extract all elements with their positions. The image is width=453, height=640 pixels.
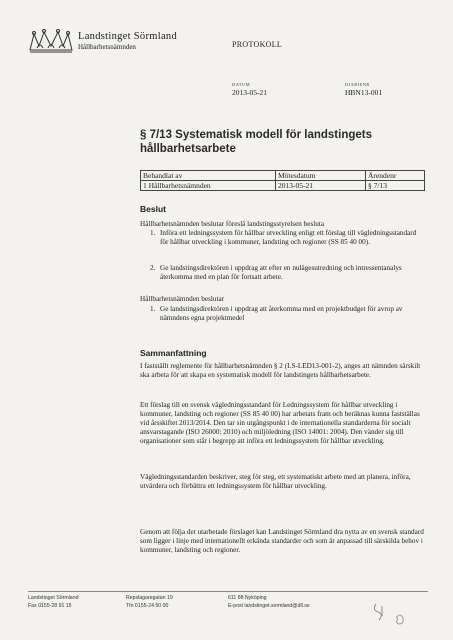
handwritten-initials-icon	[370, 598, 410, 628]
footer-col-1	[28, 594, 78, 610]
footer-org: Landstinget Sörmland	[28, 595, 79, 601]
table-cell: 2013-05-21	[276, 181, 366, 191]
list-item-number: 1.	[150, 305, 156, 313]
summary-paragraph: I fastställt reglemente för hållbarhetsnämnden § 2 (LS-LED13-001-2), anges att nämnden särskilt ska arbeta för att skapa en systematisk modell för landstingets hållbarhetsarbete.	[140, 362, 421, 379]
table-header-row	[141, 171, 425, 181]
footer-phone: Tfn 0155-24 50 00	[126, 603, 169, 609]
list-item-text: Ge landstingsdirektören i uppdrag att efter en nulägesutredning och intressentanalys återkomma med en plan för fortsatt arbete.	[160, 264, 402, 281]
beslut-intro: Hållbarhetsnämnden beslutar föreslå landstingsstyrelsen besluta	[140, 220, 325, 228]
list-item-number: 1.	[150, 229, 156, 237]
sammanfattning-heading: Sammanfattning	[140, 348, 207, 358]
handled-by-table	[140, 170, 425, 191]
date-label: DATUM	[232, 82, 251, 87]
document-type: PROTOKOLL	[232, 40, 283, 49]
footer-address: Repslagaregatan 19	[126, 595, 173, 601]
dnr-label: DIARIENR	[345, 82, 370, 87]
section-title: § 7/13 Systematisk modell för landstingets hållbarhetsarbete	[140, 129, 372, 155]
table-cell: § 7/13	[366, 181, 425, 191]
footer-divider	[28, 591, 428, 592]
footer-email: E-post landstinget.sormland@dll.se	[228, 603, 310, 609]
summary-paragraph: Ett förslag till en svensk vägledningsstandard för Ledningssystem för hållbar utveckling i kommuner, landsting och regioner (SS 85 40 00) har arbetats fram och beräknas kunna fastställas vid årsskiftet 2013/2014. Den tar sin utgångspunkt i de internationella standarderna för socialt ansvarstagande (ISO 26000: 2010) och miljöledning (ISO 14001: 2004). Den vänder sig till organisationer som står i begrepp att införa ett ledningssystem för hållbar utveckling.	[140, 401, 420, 445]
table-header-cell: Ärendenr	[366, 171, 425, 181]
list-item-text: Införa ett ledningssystem för hållbar utveckling enligt ett förslag till vägledningsstandard för hållbar utveckling i kommuner, landsting och regioner (SS 85 40 00).	[160, 229, 417, 246]
footer-postal: 611 88 Nyköping	[228, 595, 267, 601]
footer-fax: Fax 0155-28 91 15	[28, 603, 72, 609]
beslut-heading: Beslut	[140, 204, 166, 214]
beslut-intro-2: Hållbarhetsnämnden beslutar	[140, 295, 225, 303]
footer-col-3	[228, 594, 310, 610]
dnr-value: HBN13-001	[345, 88, 383, 97]
crown-logo-icon	[28, 28, 74, 54]
date-value: 2013-05-21	[232, 88, 267, 97]
org-name: Landstinget Sörmland	[78, 31, 178, 42]
table-header-cell: Behandlat av	[141, 171, 276, 181]
list-item-text: Ge landstingsdirektören i uppdrag att återkomma med en projektbudget för avrop av nämndens egna projektmedel	[160, 305, 403, 322]
summary-paragraph: Vägledningsstandarden beskriver, steg för steg, ett systematiskt arbete med att planera, införa, utvärdera och förbättra ett ledningssystem för hållbar utveckling.	[140, 473, 411, 490]
table-header-cell: Mötesdatum	[276, 171, 366, 181]
list-item-number: 2.	[150, 264, 156, 272]
table-row	[141, 181, 425, 191]
footer-col-2	[126, 594, 173, 610]
summary-paragraph: Genom att följa det utarbetade förslaget kan Landstinget Sörmland dra nytta av en svensk standard som ligger i linje med internationellt erkända standarder och som är anpassad till särskilda behov i kommuner, landsting och regioner.	[140, 528, 424, 554]
table-cell: 1 Hållbarhetsnämnden	[141, 181, 276, 191]
org-subtitle: Hållbarhetsnämnden	[78, 43, 136, 51]
